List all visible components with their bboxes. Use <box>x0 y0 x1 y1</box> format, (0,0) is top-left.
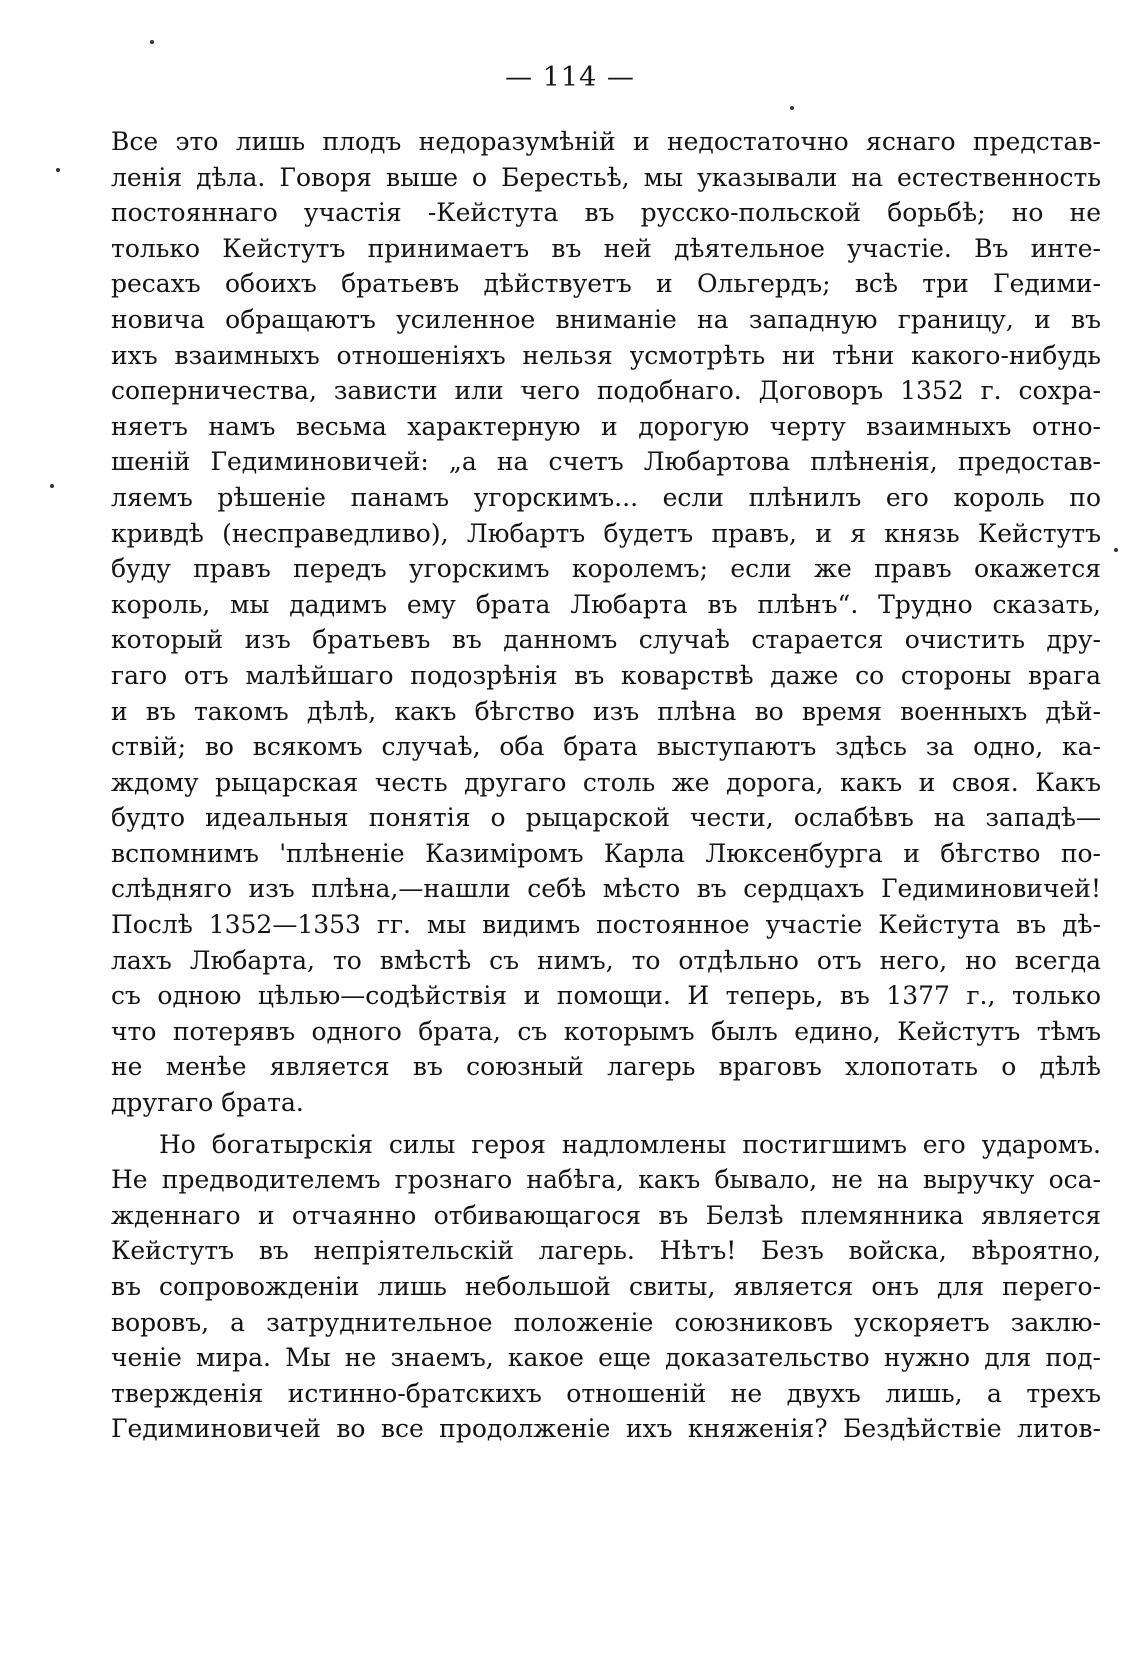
text-line: гаго отъ малѣйшаго подозрѣнія въ коварствѣ даже со стороны врага <box>111 660 1101 690</box>
text-line: что потерявъ одного брата, съ которымъ былъ едино, Кейстутъ тѣмъ <box>111 1016 1101 1046</box>
text-line: твержденія истинно-братскихъ отношеній не двухъ лишь, а трехъ <box>111 1378 1101 1408</box>
text-line: будто идеальныя понятія о рыцарской чести, ослабѣвъ на западѣ— <box>111 803 1101 833</box>
text-line: Гедиминовичей во все продолженіе ихъ княженія? Бездѣйствіе литов- <box>111 1414 1101 1444</box>
text-line: только Кейстутъ принимаетъ въ ней дѣятельное участіе. Въ инте- <box>111 233 1101 263</box>
text-line: жденнаго и отчаянно отбивающагося въ Белзѣ племянника является <box>111 1200 1101 1230</box>
text-line: Но богатырскія силы героя надломлены постигшимъ его ударомъ. <box>159 1129 1101 1159</box>
text-line: съ одною цѣлью—содѣйствія и помощи. И теперь, въ 1377 г., только <box>111 981 1101 1011</box>
text-line: ждому рыцарская честь другаго столь же дорога, какъ и своя. Какъ <box>111 767 1101 797</box>
text-line: няетъ намъ весьма характерную и дорогую черту взаимныхъ отно- <box>111 411 1101 441</box>
text-line: въ сопровожденіи лишь небольшой свиты, является онъ для перего- <box>111 1272 1101 1301</box>
print-speck <box>50 484 54 488</box>
text-line: вспомнимъ 'плѣненіе Казиміромъ Карла Люксенбурга и бѣгство по- <box>111 838 1101 868</box>
text-line: ресахъ обоихъ братьевъ дѣйствуетъ и Ольгердъ; всѣ три Гедими- <box>111 269 1101 299</box>
text-line: и въ такомъ дѣлѣ, какъ бѣгство изъ плѣна во время военныхъ дѣй- <box>111 696 1101 726</box>
paragraph-2 <box>111 1127 1101 1447</box>
text-line: Не предводителемъ грознаго набѣга, какъ бывало, не на выручку оса- <box>111 1165 1101 1195</box>
text-line: другаго брата. <box>111 1088 304 1118</box>
text-line: ченіе мира. Мы не знаемъ, какое еще доказательство нужно для под- <box>111 1343 1101 1373</box>
text-line: воровъ, а затруднительное положеніе союзниковъ ускоряетъ заклю- <box>111 1307 1101 1337</box>
text-line: постояннаго участія -Кейстута въ русско-польской борьбѣ; но не <box>111 198 1101 228</box>
text-line: ленія дѣла. Говоря выше о Берестьѣ, мы указывали на естественность <box>111 162 1101 192</box>
text-line: Послѣ 1352—1353 гг. мы видимъ постоянное участіе Кейстута въ дѣ- <box>111 910 1101 940</box>
text-line: ляемъ рѣшеніе панамъ угорскимъ... если плѣнилъ его король по <box>111 482 1101 512</box>
text-line: кривдѣ (несправедливо), Любартъ будетъ правъ, и я князь Кейстутъ <box>111 518 1101 548</box>
body-text <box>111 124 1101 1447</box>
text-line: буду правъ передъ угорскимъ королемъ; если же правъ окажется <box>111 554 1101 584</box>
text-line: соперничества, зависти или чего подобнаго. Договоръ 1352 г. сохра- <box>111 376 1101 406</box>
print-speck <box>1114 548 1118 552</box>
text-line: Все это лишь плодъ недоразумѣній и недостаточно яснаго представ- <box>111 127 1101 156</box>
text-line: король, мы дадимъ ему брата Любарта въ плѣнъ“. Трудно сказать, <box>111 589 1101 619</box>
paragraph-1 <box>111 124 1101 1121</box>
text-line: лахъ Любарта, то вмѣстѣ съ нимъ, то отдѣльно отъ него, но всегда <box>111 945 1101 975</box>
text-line: ствій; во всякомъ случаѣ, оба брата выступаютъ здѣсь за одно, ка- <box>111 732 1101 762</box>
text-line: не менѣе является въ союзный лагерь враговъ хлопотать о дѣлѣ <box>111 1052 1101 1082</box>
page-number: — 114 — <box>505 62 635 93</box>
text-line: шеній Гедиминовичей: „а на счетъ Любартова плѣненія, предостав- <box>111 447 1101 477</box>
text-line: слѣдняго изъ плѣна,—нашли себѣ мѣсто въ сердцахъ Гедиминовичей! <box>111 874 1101 904</box>
text-line: ихъ взаимныхъ отношеніяхъ нельзя усмотрѣть ни тѣни какого-нибудь <box>111 340 1101 370</box>
print-speck <box>790 106 794 110</box>
text-line: новича обращаютъ усиленное вниманіе на западную границу, и въ <box>111 304 1101 334</box>
print-speck <box>56 168 60 172</box>
text-line: который изъ братьевъ въ данномъ случаѣ старается очистить дру- <box>111 625 1101 655</box>
text-line: Кейстутъ въ непріятельскій лагерь. Нѣтъ! Безъ войска, вѣроятно, <box>111 1236 1101 1266</box>
print-speck <box>150 40 154 44</box>
